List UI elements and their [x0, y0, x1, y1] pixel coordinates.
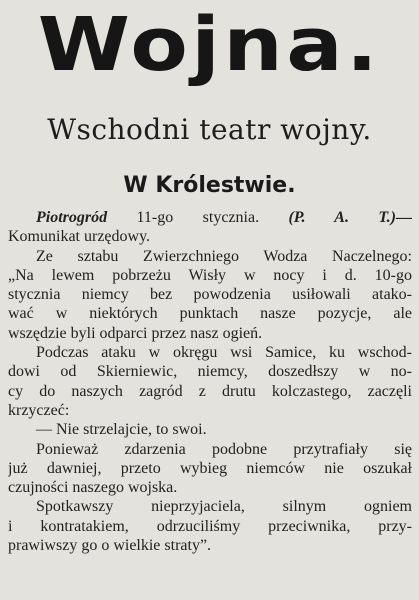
dateline-date: 11-go stycznia.: [107, 209, 289, 226]
body-line: wszędzie byli odparci przez nasz ogień.: [8, 324, 263, 342]
body-line: Podczas ataku w okręgu wsi Samice, ku wschod-: [36, 344, 412, 362]
dateline-agency: (P. A. T.)—: [288, 209, 412, 226]
body-line: wać w niektórych punktach nasze pozycje, ale: [8, 305, 412, 323]
body-line: Komunikat urzędowy.: [8, 228, 151, 246]
dateline-city: Piotrogród: [36, 209, 108, 226]
body-line: prawiwszy go o wielkie straty”.: [8, 537, 212, 555]
body-line: czujności naszego wojska.: [8, 479, 178, 497]
body-line: i kontratakiem, odrzuciliśmy przeciwnika, przy-: [8, 517, 412, 535]
masthead-title: Wojna.: [37, 2, 382, 88]
body-line: Ponieważ zdarzenia podobne przytrafiały się: [36, 440, 412, 458]
body-line: już dawniej, przeto wybieg niemców nie oszukał: [8, 459, 412, 477]
dateline: [8, 208, 412, 227]
body-line: — Nie strzelajcie, to swoi.: [36, 421, 207, 439]
body-line: Ze sztabu Zwierzchniego Wodza Naczelnego:: [36, 247, 412, 265]
article-subheading: W Królestwie.: [123, 173, 296, 198]
body-line: dowi od Skierniewic, niemcy, doszedłszy w no-: [8, 363, 412, 381]
body-line: stycznia niemcy bez powodzenia usiłowali atako-: [8, 286, 412, 304]
body-line: krzyczeć:: [8, 401, 70, 419]
body-line: cy do naszych zagród z drutu kolczastego, zaczęli: [8, 382, 412, 400]
article-body: [8, 208, 412, 555]
article-headline: Wschodni teatr wojny.: [47, 113, 372, 146]
body-line: „Na lewem pobrzeżu Wisły w nocy i d. 10-go: [8, 266, 412, 284]
body-line: Spotkawszy nieprzyjaciela, silnym ogniem: [36, 498, 412, 516]
